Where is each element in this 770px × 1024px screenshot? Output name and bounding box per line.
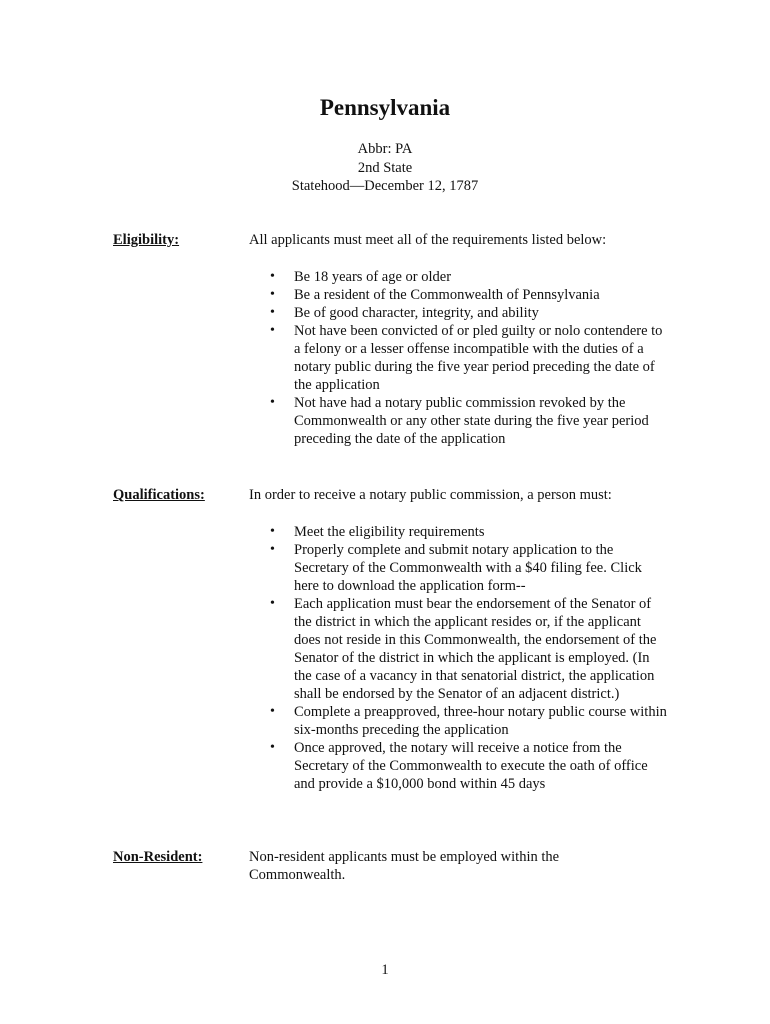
bullet-icon: • [270,596,275,611]
state-abbreviation: Abbr: PA [357,141,413,157]
statehood-date: Statehood—December 12, 1787 [291,178,479,194]
non-resident-text: Non-resident applicants must be employed within the Commonwealth. [249,849,560,883]
bullet-icon: • [270,395,275,410]
list-item: • Not have had a notary public commission revoked by the Commonwealth or any other state during the five year period preceding the date of the application [270,395,649,447]
eligibility-label: Eligibility: [113,232,180,248]
qualifications-intro: In order to receive a notary public commission, a person must: [249,487,612,503]
bullet-icon: • [270,305,275,320]
bullet-icon: • [270,524,275,539]
non-resident-label: Non-Resident: [113,849,203,865]
list-item: • Be 18 years of age or older [270,269,452,285]
list-item: • Complete a preapproved, three-hour notary public course within six-months preceding the application [270,704,667,738]
qualifications-label: Qualifications: [113,487,205,503]
bullet-icon: • [270,287,275,302]
list-item: • Be a resident of the Commonwealth of Pennsylvania [270,287,600,303]
page-number: 1 [381,962,389,978]
state-rank: 2nd State [357,159,413,176]
list-item: • Not have been convicted of or pled guilty or nolo contendere to a felony or a lesser offense incompatible with the duties of a notary public during the five year period preceding the date of the application [270,323,663,393]
list-item: • Once approved, the notary will receive a notice from the Secretary of the Commonwealth to execute the oath of office and provide a $10,000 bond within 45 days [270,740,648,792]
bullet-icon: • [270,269,275,284]
bullet-icon: • [270,542,275,557]
list-item: • Meet the eligibility requirements [270,524,485,540]
page-title: Pennsylvania [319,95,451,120]
state-meta [0,140,770,196]
list-item: • Properly complete and submit notary application to the Secretary of the Commonwealth with a $40 filing fee. Click here to download the application form-- [270,542,642,594]
eligibility-intro: All applicants must meet all of the requirements listed below: [249,232,607,248]
bullet-icon: • [270,704,275,719]
bullet-icon: • [270,740,275,755]
eligibility-list [249,268,669,448]
list-item: • Each application must bear the endorsement of the Senator of the district in which the applicant resides or, if the applicant does not reside in this Commonwealth, the endorsement of the Senator of the district in which the applicant is employed. (In the case of a vacancy in that senatorial district, the application shall be endorsed by the Senator of an adjacent district.) [270,596,657,702]
list-item: • Be of good character, integrity, and ability [270,305,539,321]
qualifications-list [249,523,669,793]
bullet-icon: • [270,323,275,338]
